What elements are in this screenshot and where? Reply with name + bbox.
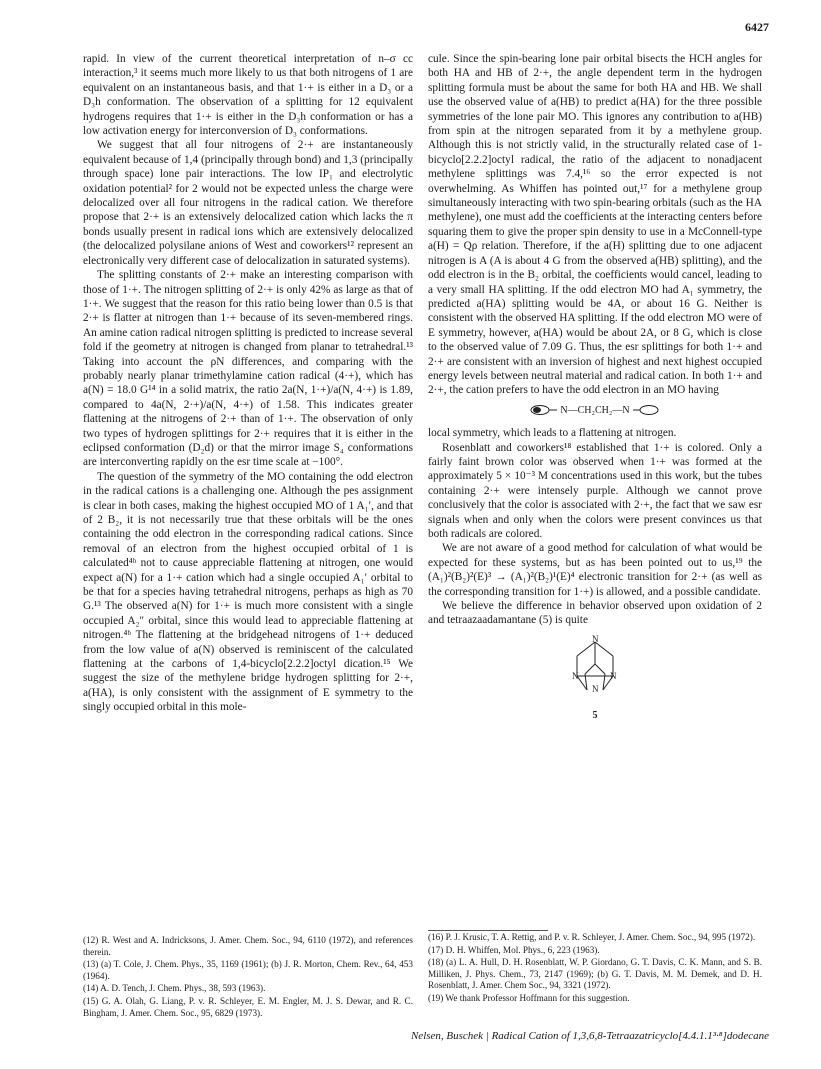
paragraph: We believe the difference in behavior observed upon oxidation of 2 and tetraazaadamantane (5) is quite — [428, 600, 762, 627]
footnote: (19) We thank Professor Hoffmann for this suggestion. — [428, 992, 630, 1003]
running-foot: Nelsen, Buschek | Radical Cation of 1,3,6,8-Tetraazatricyclo[4.4.1.1³·⁸]dodecane — [410, 1030, 769, 1042]
paragraph: Rosenblatt and coworkers¹⁸ established that 1·+ is colored. Only a fairly faint brown color was observed when 1·+ was formed at the approximately 5 × 10⁻³ M concentrations used in this work, but the tubes containing 2·+ were intensely purple. Although we cannot prove conclusively that the color is associated with 2·+, the fact that we saw esr signals when and only when the colors were present convinces us that both radicals are colored. — [428, 441, 762, 540]
local-symmetry-formula: N—CH₂CH₂—N — [560, 404, 630, 416]
nitrogen-atom-label: N — [592, 683, 599, 694]
paragraph: The question of the symmetry of the MO containing the odd electron in the radical cations is a challenging one. Although the pes assignment is clear in both cases, making the highest occupied MO of 1 A₁′, and that of 2 B₂, it is not necessarily true that these orbitals will be the ones containing the odd electron in the corresponding radical cations. Since removal of an electron from the highest occupied orbital of 1 is calculated⁴ᵇ not to cause appreciable flattening at nitrogen, one would expect a(N) for a 1·+ cation which had a single occupied A₁′ orbital to be that for a species having tetrahedral nitrogens, perhaps as high as 70 G.¹³ The observed a(N) for 1·+ is much more consistent with a single occupied A₂″ orbital, since this would lead to appreciable flattening at nitrogen.⁴ᵇ The flattening at the bridgehead nitrogens of 1·+ deduced from the low value of a(N) observed is reminiscent of the calculated flattening at the carbons of 1,4-bicyclo[2.2.2]octyl dication.¹⁵ We suggest the size of the methylene bridge hydrogen splitting for 2·+, a(HA), is only consistent with the assignment of E symmetry to the singly occupied orbital in this mole- — [83, 470, 413, 714]
tetraazaadamantane-structure — [428, 634, 762, 724]
lone-pair-orbital-left-icon — [530, 404, 558, 416]
structure-label: 5 — [592, 710, 598, 722]
adamantane-cage-icon — [555, 634, 635, 704]
footnote: (14) A. D. Tench, J. Chem. Phys., 38, 593 (1963). — [83, 983, 266, 994]
paragraph: We suggest that all four nitrogens of 2·+ are instantaneously equivalent because of 1,4 (principally through bond) and 1,3 (principally through space) lone pair interactions. The low IP₁ and electrolytic oxidation potential² for 2 would not be expected unless the charge were delocalized over all four nitrogens in the radical cation. We therefore propose that 2·+ is an extensively delocalized cation which lacks the π bonds usually present in radical ions which are extensively delocalized (the delocalized polysilane anions of West and coworkers¹² represent an electronically very different case of delocalization in saturated systems). — [83, 139, 413, 267]
lone-pair-orbital-right-icon — [632, 404, 660, 416]
paragraph: rapid. In view of the current theoretical interpretation of n–σ cc interaction,³ it seems much more likely to us that both nitrogens of 1 are equivalent on an instantaneous basis, and that 1·+ is either in a D₃ or a D₃h conformation. The observation of a splitting for 12 equivalent hydrogens requires that 1·+ is either in the D₃h conformation or has a low activation energy for interconversion of D₃ conformations. — [83, 53, 413, 138]
footnote: (17) D. H. Whiffen, Mol. Phys., 6, 223 (1963). — [428, 944, 600, 955]
paragraph: The splitting constants of 2·+ make an interesting comparison with those of 1·+. The nitrogen splitting of 2·+ is only 42% as large as that of 1·+. We suggest that the reason for this ratio being lower than 0.5 is that 2·+ is flatter at nitrogen than 1·+ because of its seven-membered rings. An amine cation radical nitrogen splitting is predicted to increase several fold if the geometry at nitrogen is changed from planar to tetrahedral.¹³ Taking into account the ρN differences, and comparing with the probably nearly planar trimethylamine cation radical (4·+), which has a(N) = 18.0 G¹⁴ in a solid matrix, the ratio 2a(N, 1·+)/a(N, 4·+) is 1.89, compared to 4a(N, 2·+)/a(N, 4·+) of 1.58. This indicates greater flattening at the nitrogens of 2·+ than of 1·+. The observation of only two types of hydrogen splittings for 2·+ requires that it is either in the eclipsed conformation (D₂d) or that the mirror image S₄ conformations are interconverting rapidly on the esr time scale at −100°. — [83, 269, 414, 469]
nitrogen-atom-label: N — [592, 633, 599, 644]
local-symmetry-figure — [428, 404, 762, 418]
left-column — [83, 52, 413, 715]
footnotes-right — [428, 930, 762, 1006]
right-column — [428, 52, 762, 732]
footnote: (12) R. West and A. Indricksons, J. Amer. Chem. Soc., 94, 6110 (1972), and references therein. — [83, 935, 413, 957]
page-number: 6427 — [745, 20, 769, 34]
footnote: (16) P. J. Krusic, T. A. Rettig, and P. v. R. Schleyer, J. Amer. Chem. Soc., 94, 995 (1972). — [428, 932, 756, 942]
footnote: (18) (a) L. A. Hull, D. H. Rosenblatt, W. P. Giordano, G. T. Davis, C. K. Mann, and S. B. Milliken, J. Phys. Chem., 73, 2147 (1969); (b) G. T. Davis, M. M. Demek, and D. H. Rosenblatt, J. Amer. Chem Soc., 94, 3321 (1972). — [428, 957, 762, 991]
footnote: (15) G. A. Olah, G. Liang, P. v. R. Schleyer, E. M. Engler, M. J. S. Dewar, and R. C. Bingham, J. Amer. Chem. Soc., 95, 6829 (1973). — [83, 995, 413, 1018]
paragraph: cule. Since the spin-bearing lone pair orbital bisects the HCH angles for both HA and HB of 2·+, the angle dependent term in the hydrogen splitting formula must be about the same for both HA and HB. We shall use the observed value of a(HB) to predict a(HA) for the three possible symmetries of the lone pair MO. This ignores any contribution to a(HB) from spin at the nitrogen separated from it by a methylene group. Although this is not strictly valid, in the structurally related case of 1-bicyclo[2.2.2]octyl radical, the ratio of the adjacent to nonadjacent methylene splittings was 7.4,¹⁶ so the error expected is not overwhelming. As Whiffen has pointed out,¹⁷ for a methylene group simultaneously interacting with two spin-bearing orbitals (such as the HA methylene), one must add the coefficients at the interacting centers before squaring them to give the proper spin density to use in a McConnell-type a(H) = Qρ relation. Therefore, if the a(H) splitting due to one adjacent nitrogen is A (A is about 4 G from the observed a(HB) splitting), and the odd electron is in the B₂ orbital, the coefficients would cancel, leading to a very small HA splitting. If the odd electron MO had A₁ symmetry, the predicted a(HA) splitting would be 4A, or about 16 G. Neither is consistent with the observed HA splitting. If the odd electron MO were of E symmetry, however, a(HA) would be about 2A, or 8 G, which is close to the observed value of 7.09 G. Thus, the esr splittings for both 1·+ and 2·+ are consistent with an inversion of highest and next highest occupied energy levels between neutral material and radical cation. In both 1·+ and 2·+, the cation prefers to have the odd electron in an MO having — [428, 53, 762, 397]
footnote: (13) (a) T. Cole, J. Chem. Phys., 35, 1169 (1961); (b) J. R. Morton, Chem. Rev., 64, 453 (1964). — [83, 959, 413, 981]
paragraph: local symmetry, which leads to a flattening at nitrogen. — [428, 427, 677, 440]
nitrogen-atom-label: N — [572, 670, 579, 681]
paragraph: We are not aware of a good method for calculation of what would be expected for these systems, but as has been pointed out to us,¹⁹ the (A₁)²(B₂)²(E)³ → (A₁)²(B₂)¹(E)⁴ electronic transition for 2·+ (as well as the corresponding transition for 1·+) is allowed, and a possible candidate. — [428, 542, 762, 598]
footnote-rule — [428, 930, 548, 931]
footnotes-left — [83, 935, 413, 1020]
nitrogen-atom-label: N — [610, 670, 617, 681]
